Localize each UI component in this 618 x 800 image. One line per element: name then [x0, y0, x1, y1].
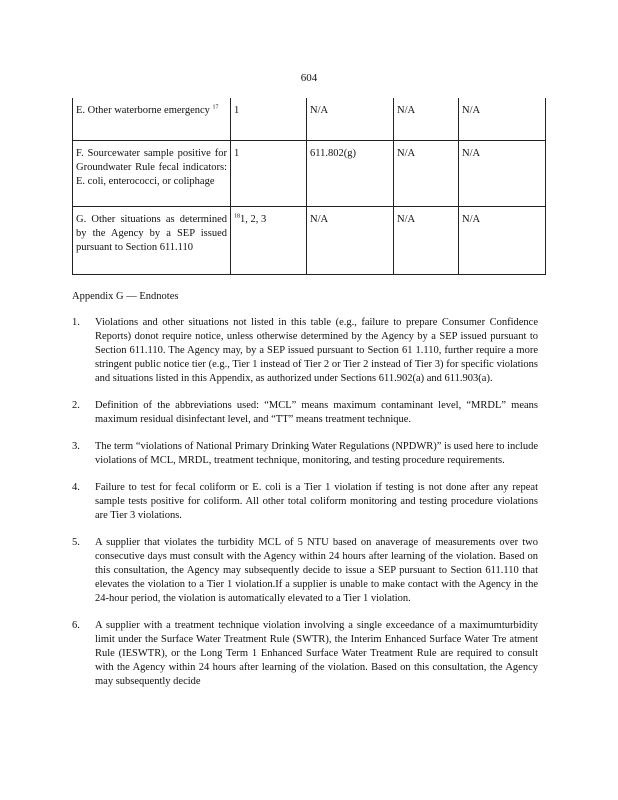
- endnote-item: 6. A supplier with a treatment technique violation involving a single exceedance of a maximumturbidity limit under the Surface Water Treatment Rule (SWTR), the Interim Enhanced Surface Water Tre atment Rule (IESWTR), or the Long Term 1 Enhanced Surface Water Treatment Rule are required to consult with the Agency within 24 hours after learning of the violation. Based on this consultation, the Agency may subsequently decide: [72, 620, 538, 687]
- endnotes-heading: Appendix G — Endnotes: [72, 291, 179, 302]
- citation-cell: 611.802(g): [307, 141, 394, 207]
- column-5-cell: N/A: [459, 141, 546, 207]
- page-number: 604: [300, 72, 318, 84]
- column-5-cell: N/A: [459, 98, 546, 141]
- situation-cell: F. Sourcewater sample positive for Groundwater Rule fecal indicators: E. coli, enterococci, or coliphage: [73, 141, 231, 207]
- public-notice-tier-table: [72, 98, 546, 275]
- situation-cell: G. Other situations as determined by the Agency by a SEP issued pursuant to Section 611.110: [73, 207, 231, 275]
- citation-cell: N/A: [307, 207, 394, 275]
- endnote-item: 5. A supplier that violates the turbidity MCL of 5 NTU based on anaverage of measurements over two consecutive days must consult with the Agency within 24 hours after learning of the violation. Based on this consultation, the Agency may subsequently decide to issue a SEP pursuant to Section 611.110 that elevates the violation to a Tier 1 violation.If a supplier is unable to make contact with the Agency in the 24-hour period, the violation is automatically elevated to a Tier 1 violation.: [72, 537, 538, 604]
- situation-cell: E. Other waterborne emergency $^{17}$: [73, 98, 231, 141]
- tier-cell: 1: [231, 98, 307, 141]
- table-row: [73, 141, 546, 207]
- endnote-item: 1. Violations and other situations not listed in this table (e.g., failure to prepare Consumer Confidence Reports) donot require notice, unless otherwise determined by the Agency by a SEP issued pursuant to Section 611.110. The Agency may, by a SEP issued pursuant to Section 61 1.110, further require a more stringent public notice tier (e.g., Tier 1 instead of Tier 2 or Tier 2 instead of Tier 3) for specific violations and situations listed in this Appendix, as authorized under Sections 611.902(a) and 611.903(a).: [72, 317, 538, 384]
- endnote-item: 2. Definition of the abbreviations used: “MCL” means maximum contaminant level, “MRDL” means maximum residual disinfectant level, and “TT” means treatment technique.: [72, 400, 538, 425]
- citation-cell: N/A: [307, 98, 394, 141]
- column-4-cell: N/A: [394, 141, 459, 207]
- tier-cell: $^{18}$1, 2, 3: [231, 207, 307, 275]
- table-row: [73, 98, 546, 141]
- column-4-cell: N/A: [394, 98, 459, 141]
- tier-cell: 1: [231, 141, 307, 207]
- column-4-cell: N/A: [394, 207, 459, 275]
- endnotes-list: [72, 316, 538, 702]
- endnote-item: 3. The term “violations of National Primary Drinking Water Regulations (NPDWR)” is used here to include violations of MCL, MRDL, treatment technique, monitoring, and testing procedure requirements.: [72, 441, 538, 466]
- table-row: [73, 207, 546, 275]
- endnote-item: 4. Failure to test for fecal coliform or E. coli is a Tier 1 violation if testing is not done after any repeat sample tests positive for coliform. All other total coliform monitoring and testing procedure violations are Tier 3 violations.: [72, 482, 538, 521]
- column-5-cell: N/A: [459, 207, 546, 275]
